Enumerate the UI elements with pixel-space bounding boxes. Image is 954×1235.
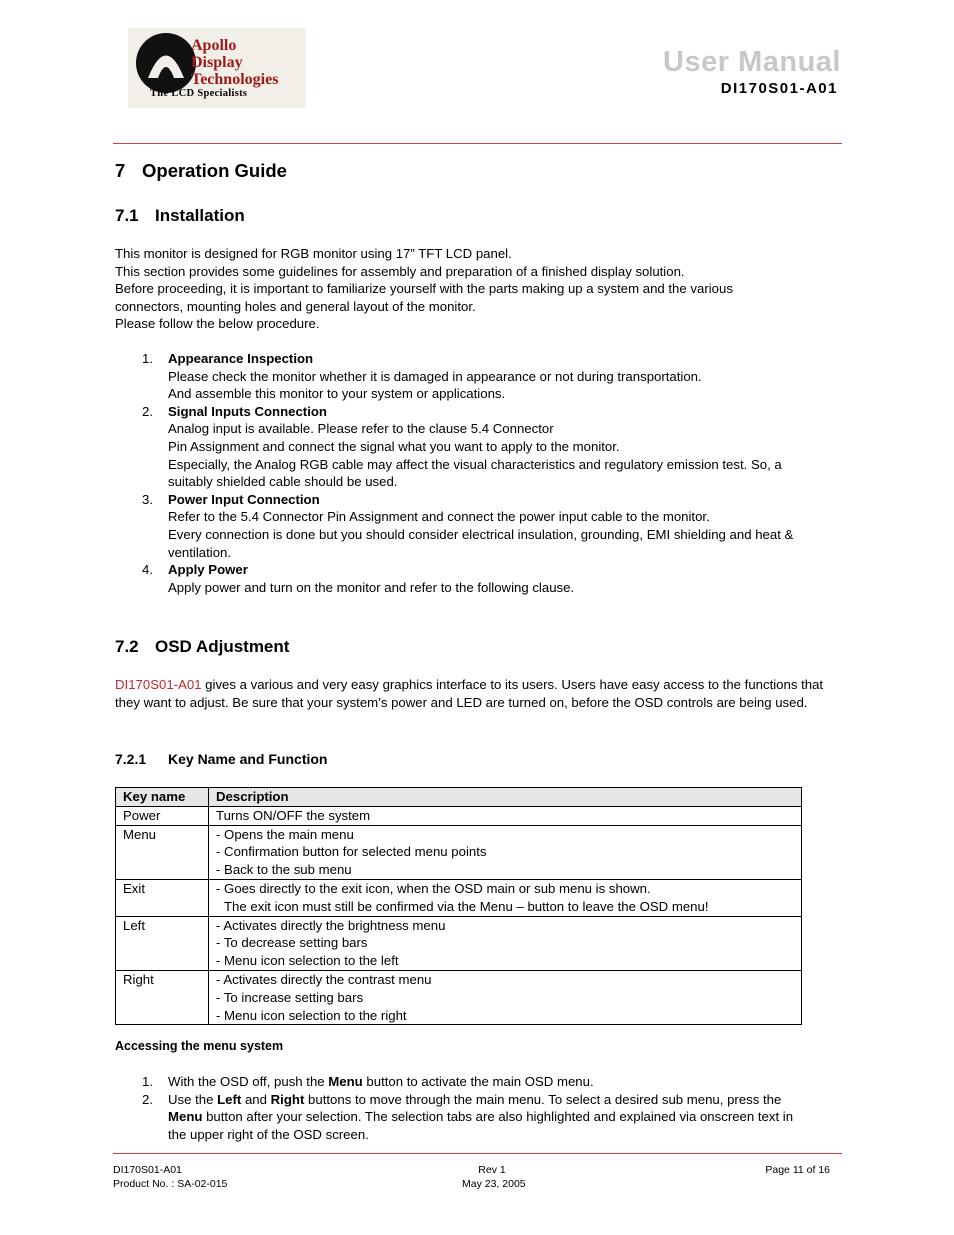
section-7-2-heading <box>115 637 289 657</box>
text-run: With the OSD off, push the <box>168 1074 329 1089</box>
logo-line-1: Apollo <box>191 37 237 54</box>
company-logo <box>128 28 306 108</box>
table-row <box>116 825 802 879</box>
section-number: 7.2 <box>115 637 139 656</box>
footer-center <box>462 1163 526 1191</box>
description-line: - Menu icon selection to the right <box>216 1007 407 1023</box>
section-title: OSD Adjustment <box>155 637 290 656</box>
section-number: 7.2.1 <box>115 751 147 767</box>
section-number: 7 <box>115 160 126 181</box>
model-reference: DI170S01-A01 <box>115 677 202 692</box>
step-line: Analog input is available. Please refer to the clause 5.4 Connector <box>168 421 554 437</box>
step-number: 2. <box>142 1091 153 1107</box>
column-header-key: Key name <box>116 788 209 807</box>
step-title: Signal Inputs Connection <box>168 403 327 419</box>
key-description <box>209 916 802 970</box>
description-line: - Menu icon selection to the left <box>216 953 399 969</box>
description-line: - Confirmation button for selected menu points <box>216 844 487 860</box>
footer-divider <box>113 1153 842 1154</box>
step-number: 1. <box>142 1074 153 1089</box>
text-run: buttons to move through the main menu. To select a desired sub menu, press the <box>304 1091 782 1107</box>
accessing-menu-heading: Accessing the menu system <box>115 1039 284 1053</box>
footer-left <box>113 1163 227 1191</box>
description-line: - To decrease setting bars <box>216 935 368 951</box>
text-run: and <box>241 1091 271 1107</box>
access-step-1 <box>115 1073 839 1091</box>
installation-steps <box>115 350 839 596</box>
footer-revision: Rev 1 <box>478 1164 506 1176</box>
osd-intro <box>115 676 839 711</box>
description-line: - Opens the main menu <box>216 826 354 842</box>
key-menu-label: Menu <box>168 1109 203 1125</box>
paragraph-line: connectors, mounting holes and general layout of the monitor. <box>115 298 476 314</box>
key-name: Power <box>116 806 209 825</box>
footer-date: May 23, 2005 <box>462 1178 526 1190</box>
table-row <box>116 916 802 970</box>
logo-tagline: The LCD Specialists <box>150 88 248 99</box>
description-line: Turns ON/OFF the system <box>216 807 371 823</box>
step-title: Power Input Connection <box>168 491 320 507</box>
text-run: button to activate the main OSD menu. <box>362 1074 594 1089</box>
step-number: 1. <box>142 351 153 366</box>
step-number: 2. <box>142 403 153 419</box>
step-signal-inputs <box>115 403 839 491</box>
paragraph-line: This section provides some guidelines for assembly and preparation of a finished display solution. <box>115 263 685 279</box>
footer-right <box>765 1163 830 1177</box>
description-line: - Goes directly to the exit icon, when the OSD main or sub menu is shown. <box>216 880 651 896</box>
key-right-label: Right <box>270 1091 305 1107</box>
key-name: Left <box>116 916 209 970</box>
description-line: - Activates directly the contrast menu <box>216 971 432 987</box>
description-line: - Activates directly the brightness menu <box>216 917 446 933</box>
key-name: Menu <box>116 825 209 879</box>
access-step-2 <box>115 1091 839 1144</box>
section-title: Key Name and Function <box>168 751 328 767</box>
description-line: - Back to the sub menu <box>216 862 352 878</box>
key-description <box>209 806 802 825</box>
step-line: Every connection is done but you should consider electrical insulation, grounding, EMI shielding and heat & <box>168 526 794 542</box>
logo-line-3: Technologies <box>191 71 279 88</box>
footer-product-no: Product No. : SA-02-015 <box>113 1178 228 1190</box>
paragraph-line: Before proceeding, it is important to familiarize yourself with the parts making up a system and the various <box>115 281 733 297</box>
step-title: Appearance Inspection <box>168 351 314 366</box>
step-power-input <box>115 491 839 561</box>
key-name: Right <box>116 970 209 1024</box>
step-number: 4. <box>142 562 153 578</box>
step-line: Apply power and turn on the monitor and refer to the following clause. <box>168 579 575 595</box>
step-apply-power <box>115 561 839 596</box>
description-line: - To increase setting bars <box>216 989 364 1005</box>
installation-intro <box>115 245 839 333</box>
paragraph-line: they want to adjust. Be sure that your system’s power and LED are turned on, before the OSD controls are being used. <box>115 694 808 710</box>
step-line: Pin Assignment and connect the signal what you want to apply to the monitor. <box>168 438 620 454</box>
footer-page-number: Page 11 of 16 <box>765 1164 830 1176</box>
key-menu-label: Menu <box>328 1074 363 1089</box>
paragraph-line: This monitor is designed for RGB monitor using 17” TFT LCD panel. <box>115 246 512 261</box>
key-function-table <box>115 787 802 1025</box>
step-line: Please check the monitor whether it is damaged in appearance or not during transportation. <box>168 368 702 384</box>
key-left-label: Left <box>217 1091 242 1107</box>
step-line: ventilation. <box>168 544 232 560</box>
text-run: button after your selection. The selection tabs are also highlighted and explained via onscreen text in <box>202 1109 794 1125</box>
header-divider <box>113 143 842 144</box>
table-row <box>116 970 802 1024</box>
key-description <box>209 970 802 1024</box>
step-line: suitably shielded cable should be used. <box>168 474 398 490</box>
step-line: Especially, the Analog RGB cable may affect the visual characteristics and regulatory emission test. So, a <box>168 456 782 472</box>
section-7-1-heading <box>115 206 245 226</box>
table-row <box>116 879 802 916</box>
manual-title: User Manual <box>663 46 841 78</box>
accessing-steps <box>115 1073 839 1143</box>
section-number: 7.1 <box>115 206 139 225</box>
logo-line-2: Display <box>191 54 243 71</box>
model-number: DI170S01-A01 <box>720 80 838 97</box>
description-line: The exit icon must still be confirmed via the Menu – button to leave the OSD menu! <box>224 898 709 914</box>
key-description <box>209 879 802 916</box>
table-header-row <box>116 788 802 807</box>
section-title: Installation <box>155 206 245 225</box>
table-row <box>116 806 802 825</box>
column-header-description: Description <box>209 788 802 807</box>
section-7-2-1-heading <box>115 751 327 767</box>
paragraph-line: Please follow the below procedure. <box>115 316 320 332</box>
step-line: And assemble this monitor to your system or applications. <box>168 386 506 402</box>
section-title: Operation Guide <box>142 160 287 181</box>
paragraph-line: gives a various and very easy graphics interface to its users. Users have easy access to the functions that <box>201 677 824 692</box>
section-7-heading <box>115 160 287 182</box>
footer-doc-id: DI170S01-A01 <box>113 1164 182 1176</box>
text-run: the upper right of the OSD screen. <box>168 1126 369 1142</box>
step-appearance-inspection <box>115 350 839 403</box>
key-description <box>209 825 802 879</box>
text-run: Use the <box>168 1091 218 1107</box>
step-number: 3. <box>142 491 153 507</box>
step-title: Apply Power <box>168 562 248 578</box>
key-name: Exit <box>116 879 209 916</box>
step-line: Refer to the 5.4 Connector Pin Assignment and connect the power input cable to the monitor. <box>168 509 710 525</box>
